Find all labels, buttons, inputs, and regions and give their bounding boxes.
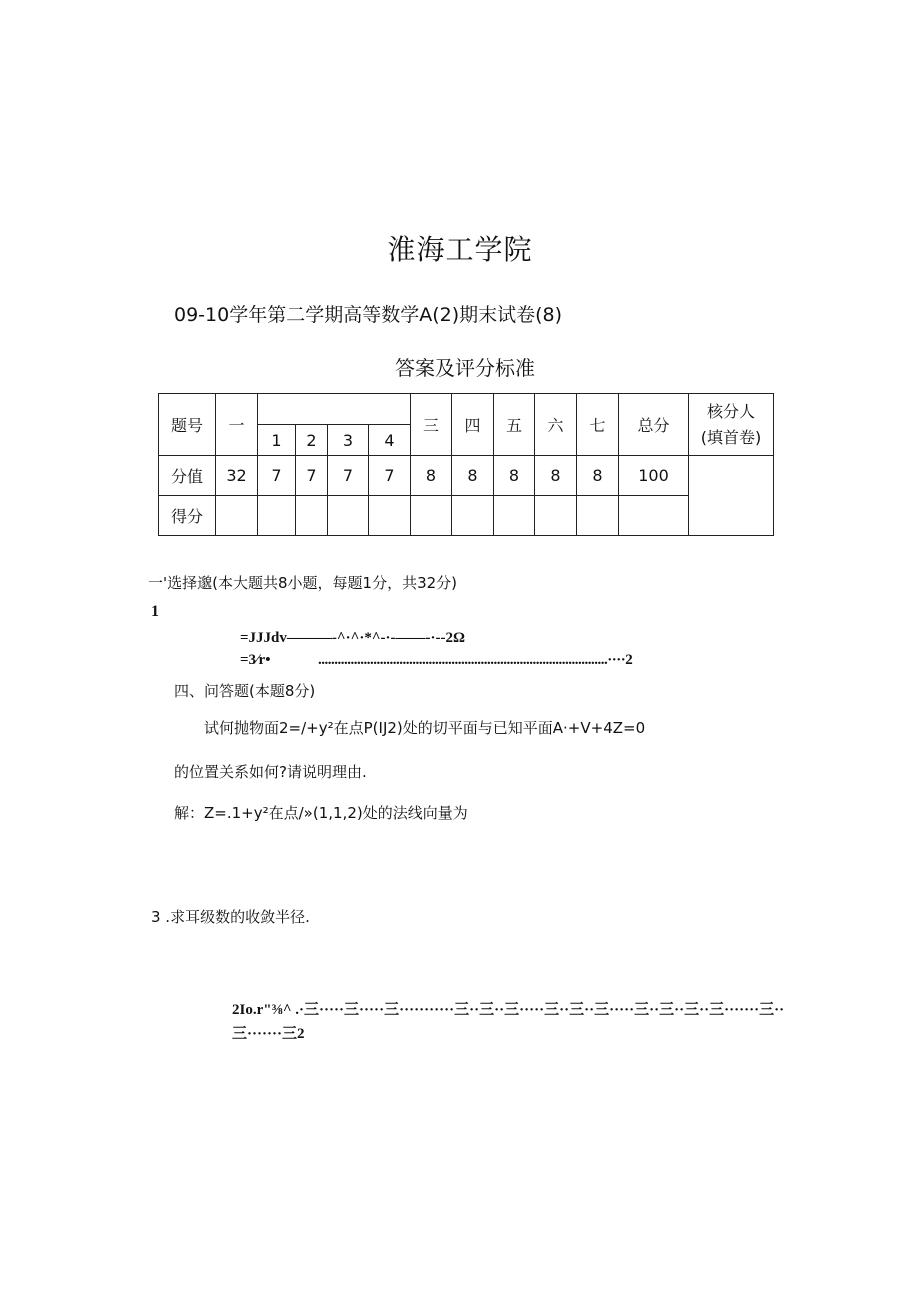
score-cell bbox=[494, 496, 535, 536]
score-table bbox=[158, 393, 774, 536]
col-four: 四 bbox=[452, 394, 494, 456]
score-cell bbox=[296, 496, 328, 536]
value-cell: 8 bbox=[577, 456, 619, 496]
formula-line: 三·······三2 bbox=[232, 1026, 305, 1042]
row-label-score: 得分 bbox=[159, 496, 216, 536]
value-cell: 7 bbox=[328, 456, 369, 496]
col-two-group bbox=[258, 394, 411, 425]
question-number: 1 bbox=[151, 603, 159, 620]
checker-line2: (填首卷) bbox=[700, 427, 762, 447]
score-cell bbox=[369, 496, 411, 536]
row-label-number: 题号 bbox=[159, 394, 216, 456]
row-label-value: 分值 bbox=[159, 456, 216, 496]
checker-cell bbox=[689, 456, 774, 536]
value-cell: 7 bbox=[296, 456, 328, 496]
col-one: 一 bbox=[216, 394, 258, 456]
score-cell bbox=[619, 496, 689, 536]
solution-text: 解：Z=.1+y²在点/»(1,1,2)处的法线向量为 bbox=[174, 804, 468, 822]
question-text: 试何抛物面2=/+y²在点P(IJ2)处的切平面与已知平面A·+V+4Z=0 bbox=[204, 719, 646, 737]
subtitle: 答案及评分标准 bbox=[395, 356, 535, 380]
section1-heading: 一'选择邈(本大题共8小题，每题1分，共32分) bbox=[148, 574, 458, 592]
sub-col-2: 2 bbox=[296, 425, 328, 456]
question-text-continued: 的位置关系如何?请说明理由. bbox=[174, 763, 367, 781]
value-cell: 8 bbox=[411, 456, 452, 496]
value-cell: 32 bbox=[216, 456, 258, 496]
score-cell bbox=[452, 496, 494, 536]
col-total: 总分 bbox=[619, 394, 689, 456]
col-three: 三 bbox=[411, 394, 452, 456]
col-seven: 七 bbox=[577, 394, 619, 456]
value-cell: 8 bbox=[494, 456, 535, 496]
value-cell: 7 bbox=[369, 456, 411, 496]
section4-heading: 四、问答题(本题8分) bbox=[174, 682, 316, 700]
col-six: 六 bbox=[535, 394, 577, 456]
formula-line: =3⁄r• bbox=[240, 652, 271, 668]
dotted-leader: .........................................................................................····2 bbox=[318, 652, 633, 668]
score-cell bbox=[577, 496, 619, 536]
value-cell-total: 100 bbox=[619, 456, 689, 496]
sub-col-4: 4 bbox=[369, 425, 411, 456]
checker-header bbox=[689, 394, 774, 456]
score-cell bbox=[328, 496, 369, 536]
sub-col-3: 3 bbox=[328, 425, 369, 456]
value-cell: 7 bbox=[258, 456, 296, 496]
institution-title: 淮海工学院 bbox=[387, 233, 533, 266]
checker-line1: 核分人 bbox=[706, 401, 755, 421]
score-cell bbox=[535, 496, 577, 536]
question-3: 3 .求耳级数的收敛半径. bbox=[151, 908, 310, 926]
score-cell bbox=[411, 496, 452, 536]
col-five: 五 bbox=[494, 394, 535, 456]
exam-title: 09-10学年第二学期高等数学A(2)期末试卷(8) bbox=[174, 304, 563, 326]
value-cell: 8 bbox=[535, 456, 577, 496]
value-cell: 8 bbox=[452, 456, 494, 496]
score-cell bbox=[216, 496, 258, 536]
formula-line: =JJJdv———-^·^·*^-·-——-·--2Ω bbox=[240, 630, 466, 646]
sub-col-1: 1 bbox=[258, 425, 296, 456]
score-cell bbox=[258, 496, 296, 536]
formula-line: 2Io.r"⅜^ .·三·····三·····三···········三··三··三·····三··三··三·····三··三··三··三·······三·· bbox=[232, 1002, 785, 1018]
